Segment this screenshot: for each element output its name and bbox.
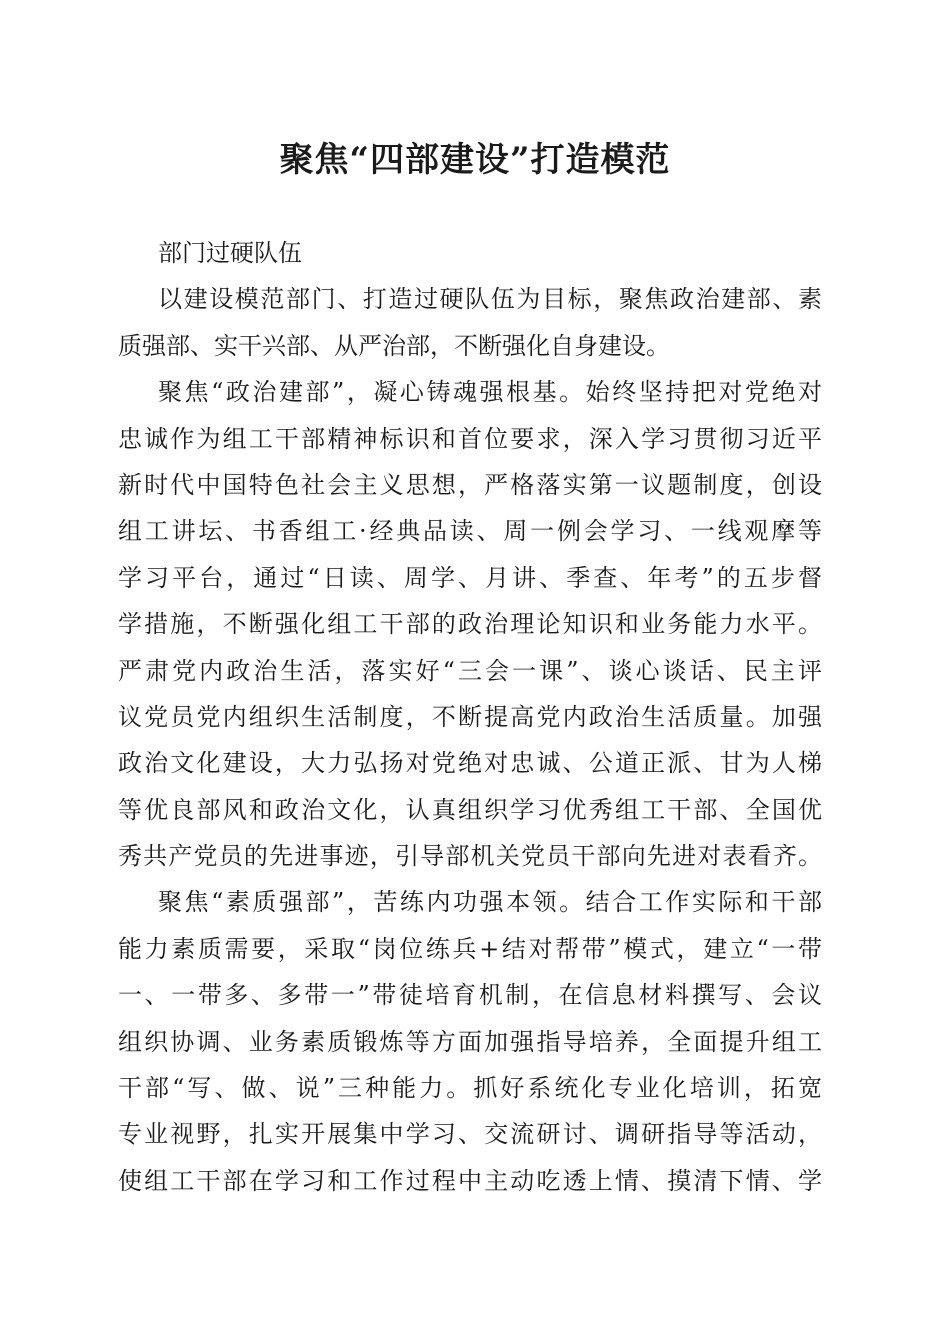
document-title: 聚焦“四部建设”打造模范 [279,140,671,180]
paragraph-line: 新时代中国特色社会主义思想，严格落实第一议题制度，创设 [118,470,822,499]
paragraph-line: 忠诚作为组工干部精神标识和首位要求，深入学习贯彻习近平 [118,424,822,453]
paragraph-line: 质强部、实干兴部、从严治部，不断强化自身建设。 [118,331,670,360]
paragraph-line: 学习平台，通过“日读、周学、月讲、季查、年考”的五步督 [118,563,822,592]
paragraph-line: 秀共产党员的先进事迹，引导部机关党员干部向先进对表看齐。 [118,842,822,871]
paragraph-line: 一、一带多、多带一”带徒培育机制，在信息材料撰写、会议 [118,981,822,1010]
paragraph-line: 议党员党内组织生活制度，不断提高党内政治生活质量。加强 [118,702,822,731]
paragraph-line: 等优良部风和政治文化，认真组织学习优秀组工干部、全国优 [118,795,822,824]
paragraph-line: 使组工干部在学习和工作过程中主动吃透上情、摸清下情、学 [118,1166,822,1195]
paragraph-line: 聚焦“素质强部”，苦练内功强本领。结合工作实际和干部 [158,888,822,917]
paragraph-line: 聚焦“政治建部”，凝心铸魂强根基。始终坚持把对党绝对 [158,378,822,407]
paragraph-line: 组工讲坛、书香组工·经典品读、周一例会学习、一线观摩等 [118,517,822,546]
paragraph-line: 政治文化建设，大力弘扬对党绝对忠诚、公道正派、甘为人梯 [118,749,822,778]
paragraph-line: 专业视野，扎实开展集中学习、交流研讨、调研指导等活动， [118,1120,822,1149]
paragraph-line: 能力素质需要，采取“岗位练兵+结对帮带”模式，建立“一带 [118,934,822,963]
paragraph-line: 部门过硬队伍 [158,239,302,267]
paragraph-line: 干部“写、做、说”三种能力。抓好系统化专业化培训，拓宽 [118,1074,822,1103]
paragraph-line: 以建设模范部门、打造过硬队伍为目标，聚焦政治建部、素 [158,285,822,314]
document-body [118,230,822,1204]
paragraph-line: 严肃党内政治生活，落实好“三会一课”、谈心谈话、民主评 [118,656,822,685]
paragraph-line: 组织协调、业务素质锻炼等方面加强指导培养，全面提升组工 [118,1027,822,1056]
paragraph-line: 学措施，不断强化组工干部的政治理论知识和业务能力水平。 [118,610,822,639]
